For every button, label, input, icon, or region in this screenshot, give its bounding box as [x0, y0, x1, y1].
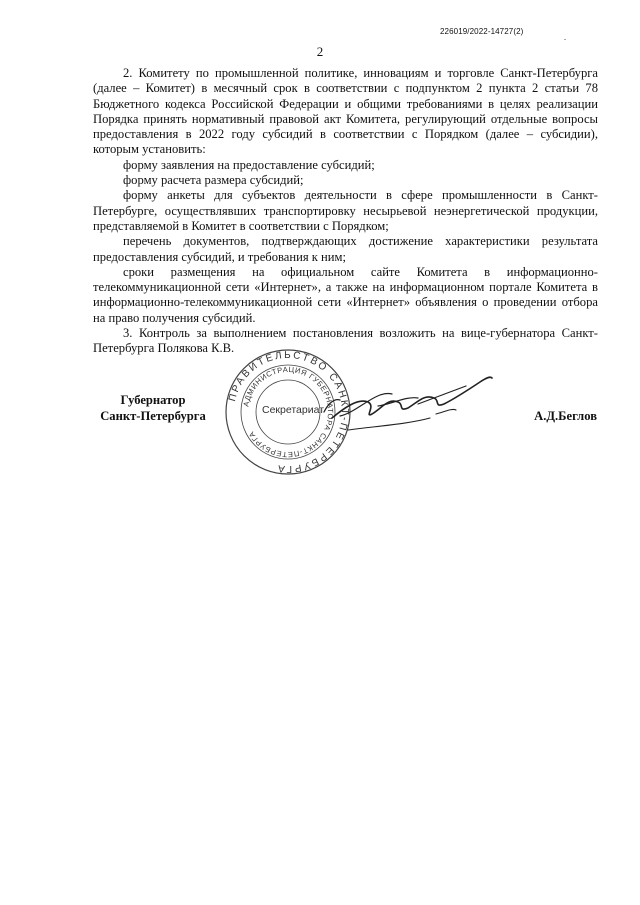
- signatory-title-line1: Губернатор: [120, 393, 186, 407]
- handwritten-signature-icon: [318, 368, 493, 438]
- seal-inner-text: АДМИНИСТРАЦИЯ ГУБЕРНАТОРА САНКТ-ПЕТЕРБУРГА: [241, 364, 336, 460]
- signatory-name: А.Д.Беглов: [534, 409, 597, 423]
- corner-mark: .: [564, 33, 566, 42]
- paragraph-document-list: перечень документов, подтверждающих достижение характеристики результата предоставления субсидий, и требования к ним;: [93, 234, 598, 264]
- page-number: 2: [316, 44, 324, 59]
- document-body: [93, 66, 598, 357]
- document-number: 226019/2022-14727(2): [440, 27, 524, 36]
- paragraph-item-2: 2. Комитету по промышленной политике, инновациям и торговле Санкт-Петербурга (далее – Комитет) в месячный срок в соответствии с подпунктом 2 пункта 2 статьи 78 Бюджетного кодекса Российской Федерации и общими требованиями в целях реализации Порядка принять нормативный правовой акт Комитета, регулирующий отдельные вопросы предоставления в 2022 году субсидий в соответствии с Порядком (далее – субсидии), которым установить:: [93, 66, 598, 157]
- paragraph-application-form: форму заявления на предоставление субсидий;: [123, 157, 375, 172]
- paragraph-deadlines: сроки размещения на официальном сайте Комитета в информационно-телекоммуникационной сети «Интернет», а также на информационном портале Комитета в информационно-телекоммуникационной сети «Интернет» объявления о проведении отбора на право получения субсидий.: [93, 264, 598, 325]
- signatory-title-line2: Санкт-Петербурга: [100, 408, 206, 423]
- seal-outer-text: ПРАВИТЕЛЬСТВО САНКТ-ПЕТЕРБУРГА: [227, 349, 351, 475]
- signatory-title: [93, 393, 213, 424]
- paragraph-item-3: 3. Контроль за выполнением постановления возложить на вице-губернатора Санкт-Петербурга Полякова К.В.: [93, 326, 598, 356]
- seal-center-text: Секретариат: [262, 404, 325, 416]
- paragraph-calculation-form: форму расчета размера субсидий;: [123, 173, 304, 188]
- paragraph-questionnaire-form: форму анкеты для субъектов деятельности в сфере промышленности в Санкт-Петербурге, осуществлявших транспортировку несырьевой неэнергетической продукции, представляемой в Комитет в соответствии с Порядком;: [93, 188, 598, 233]
